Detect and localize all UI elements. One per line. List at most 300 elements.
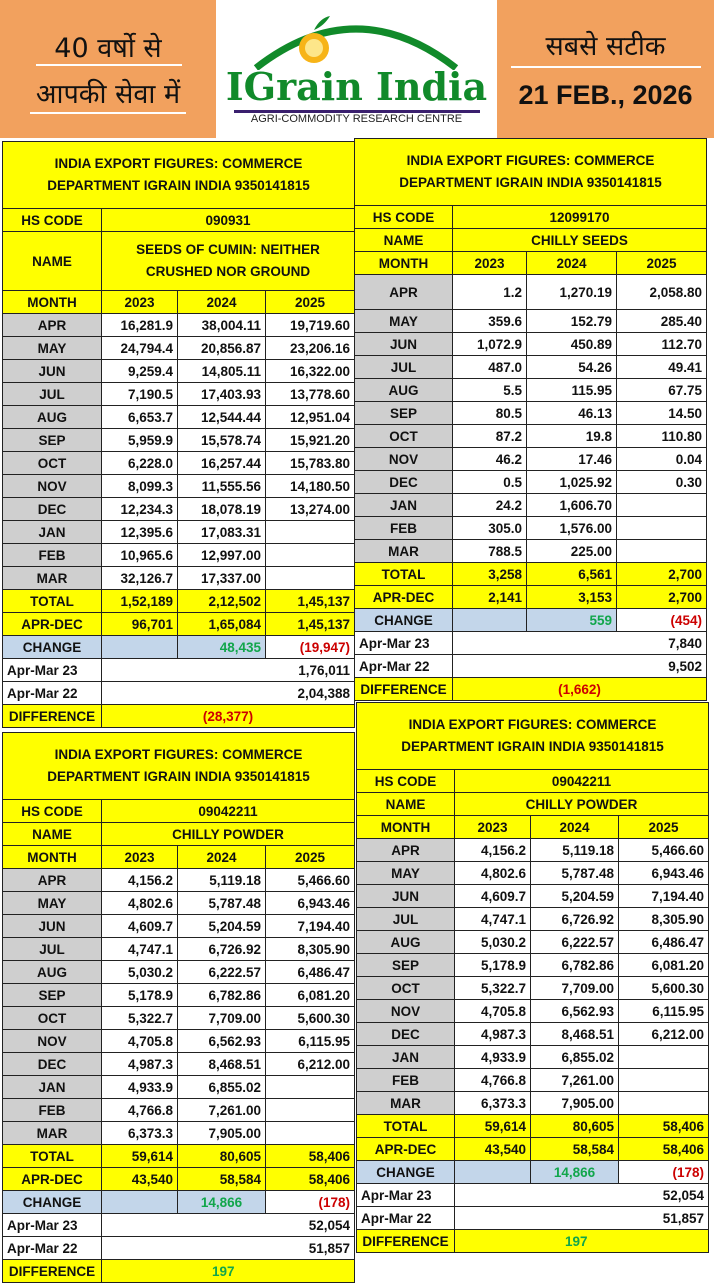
- month-value-2024: 225.00: [527, 540, 617, 563]
- month-value-2023: 4,766.8: [455, 1069, 531, 1092]
- month-value-2024: 5,204.59: [178, 915, 266, 938]
- month-row: [3, 1099, 355, 1122]
- month-value-2025: 285.40: [617, 310, 707, 333]
- difference-label: DIFFERENCE: [357, 1230, 455, 1253]
- month-name: MAR: [357, 1092, 455, 1115]
- month-value-2025: 8,305.90: [266, 938, 355, 961]
- month-value-2024: 12,997.00: [178, 544, 266, 567]
- month-label: MONTH: [355, 252, 453, 275]
- difference-value: 197: [455, 1230, 709, 1253]
- change-label: CHANGE: [355, 609, 453, 632]
- total-value: 1,52,189: [102, 590, 178, 613]
- difference-value: (1,662): [453, 678, 707, 701]
- month-value-2023: 46.2: [453, 448, 527, 471]
- commodity-name: CHILLY POWDER: [455, 793, 709, 816]
- month-name: FEB: [3, 544, 102, 567]
- month-value-2024: 19.8: [527, 425, 617, 448]
- apr-mar-23-label: Apr-Mar 23: [357, 1184, 455, 1207]
- month-value-2023: 4,156.2: [102, 869, 178, 892]
- month-value-2025: 6,486.47: [619, 931, 709, 954]
- month-value-2024: 5,119.18: [178, 869, 266, 892]
- month-value-2023: 305.0: [453, 517, 527, 540]
- month-value-2024: 6,726.92: [531, 908, 619, 931]
- year-header: 2023: [455, 816, 531, 839]
- month-name: JUL: [3, 938, 102, 961]
- apr-mar-22-label: Apr-Mar 22: [357, 1207, 455, 1230]
- month-value-2024: 16,257.44: [178, 452, 266, 475]
- aprdec-value: 2,700: [617, 586, 707, 609]
- month-value-2025: 6,212.00: [266, 1053, 355, 1076]
- month-name: JUL: [355, 356, 453, 379]
- month-value-2025: [266, 567, 355, 590]
- month-value-2025: 16,322.00: [266, 360, 355, 383]
- month-value-2025: 6,081.20: [266, 984, 355, 1007]
- month-name: MAR: [355, 540, 453, 563]
- month-value-2023: 12,234.3: [102, 498, 178, 521]
- month-value-2024: 1,025.92: [527, 471, 617, 494]
- month-value-2025: 15,783.80: [266, 452, 355, 475]
- month-value-2025: 0.04: [617, 448, 707, 471]
- month-value-2023: 5,959.9: [102, 429, 178, 452]
- total-value: 2,12,502: [178, 590, 266, 613]
- month-name: NOV: [355, 448, 453, 471]
- month-row: [3, 1030, 355, 1053]
- month-row: [3, 892, 355, 915]
- month-value-2023: 4,987.3: [455, 1023, 531, 1046]
- difference-value: (28,377): [102, 705, 355, 728]
- total-value: 6,561: [527, 563, 617, 586]
- month-name: AUG: [3, 406, 102, 429]
- month-name: SEP: [3, 984, 102, 1007]
- aprdec-value: 3,153: [527, 586, 617, 609]
- month-value-2025: [619, 1092, 709, 1115]
- hs-code-label: HS CODE: [357, 770, 455, 793]
- month-value-2023: 0.5: [453, 471, 527, 494]
- month-name: APR: [3, 314, 102, 337]
- apr-mar-23-label: Apr-Mar 23: [3, 659, 102, 682]
- month-row: [355, 448, 707, 471]
- month-value-2023: 5,030.2: [102, 961, 178, 984]
- export-table-chilly-powder-left: [2, 732, 355, 1283]
- commodity-name: SEEDS OF CUMIN: NEITHER CRUSHED NOR GROUND: [102, 232, 355, 291]
- month-value-2025: 15,921.20: [266, 429, 355, 452]
- month-name: FEB: [355, 517, 453, 540]
- month-value-2024: 6,222.57: [531, 931, 619, 954]
- month-value-2024: 7,709.00: [178, 1007, 266, 1030]
- month-value-2024: 54.26: [527, 356, 617, 379]
- month-row: [3, 984, 355, 1007]
- month-value-2024: 5,787.48: [531, 862, 619, 885]
- month-value-2023: 788.5: [453, 540, 527, 563]
- month-label: MONTH: [3, 846, 102, 869]
- month-value-2025: 5,466.60: [619, 839, 709, 862]
- month-row: [3, 406, 355, 429]
- month-value-2023: 4,609.7: [455, 885, 531, 908]
- month-value-2024: 6,855.02: [531, 1046, 619, 1069]
- month-value-2024: 6,222.57: [178, 961, 266, 984]
- aprdec-value: 58,406: [266, 1168, 355, 1191]
- month-row: [3, 498, 355, 521]
- month-value-2024: 450.89: [527, 333, 617, 356]
- year-header: 2024: [527, 252, 617, 275]
- month-value-2023: 8,099.3: [102, 475, 178, 498]
- month-row: [355, 517, 707, 540]
- month-value-2023: 6,373.3: [455, 1092, 531, 1115]
- month-value-2025: 8,305.90: [619, 908, 709, 931]
- month-row: [3, 383, 355, 406]
- month-value-2023: 4,747.1: [102, 938, 178, 961]
- month-value-2025: 2,058.80: [617, 275, 707, 310]
- year-header: 2023: [102, 846, 178, 869]
- month-value-2024: 20,856.87: [178, 337, 266, 360]
- hs-code-label: HS CODE: [355, 206, 453, 229]
- header-tagline-line1: 40 वर्षो से: [54, 33, 162, 64]
- month-value-2023: 24,794.4: [102, 337, 178, 360]
- apr-mar-22-value: 51,857: [102, 1237, 355, 1260]
- month-value-2023: 16,281.9: [102, 314, 178, 337]
- month-row: [3, 452, 355, 475]
- month-row: [357, 1000, 709, 1023]
- apr-mar-22-value: 9,502: [453, 655, 707, 678]
- month-value-2024: 5,119.18: [531, 839, 619, 862]
- month-value-2025: [617, 540, 707, 563]
- month-value-2024: 6,562.93: [531, 1000, 619, 1023]
- table-title: INDIA EXPORT FIGURES: COMMERCE DEPARTMENT IGRAIN INDIA 9350141815: [355, 139, 707, 206]
- month-value-2023: 1,072.9: [453, 333, 527, 356]
- header-right-panel: [497, 0, 714, 138]
- header-date: 21 FEB., 2026: [518, 80, 693, 110]
- commodity-name: CHILLY SEEDS: [453, 229, 707, 252]
- month-row: [357, 1092, 709, 1115]
- month-value-2025: [266, 1099, 355, 1122]
- year-header: 2024: [178, 846, 266, 869]
- year-header: 2025: [617, 252, 707, 275]
- month-value-2024: 12,544.44: [178, 406, 266, 429]
- month-row: [355, 425, 707, 448]
- month-value-2023: 7,190.5: [102, 383, 178, 406]
- month-value-2023: 4,802.6: [455, 862, 531, 885]
- month-row: [3, 567, 355, 590]
- month-value-2023: 487.0: [453, 356, 527, 379]
- month-row: [3, 1122, 355, 1145]
- month-value-2024: 11,555.56: [178, 475, 266, 498]
- month-value-2025: [266, 1122, 355, 1145]
- change-value: 14,866: [531, 1161, 619, 1184]
- month-row: [357, 862, 709, 885]
- month-row: [357, 977, 709, 1000]
- month-name: JAN: [3, 1076, 102, 1099]
- month-value-2025: 14,180.50: [266, 475, 355, 498]
- month-name: DEC: [355, 471, 453, 494]
- month-row: [3, 1076, 355, 1099]
- change-value: (178): [619, 1161, 709, 1184]
- month-value-2024: 115.95: [527, 379, 617, 402]
- month-row: [355, 402, 707, 425]
- aprdec-value: 58,406: [619, 1138, 709, 1161]
- month-name: FEB: [357, 1069, 455, 1092]
- apr-mar-23-label: Apr-Mar 23: [3, 1214, 102, 1237]
- month-value-2024: 18,078.19: [178, 498, 266, 521]
- month-name: JUN: [3, 915, 102, 938]
- month-value-2025: 7,194.40: [619, 885, 709, 908]
- month-value-2023: 4,766.8: [102, 1099, 178, 1122]
- month-value-2024: 17,337.00: [178, 567, 266, 590]
- month-row: [355, 379, 707, 402]
- total-value: 1,45,137: [266, 590, 355, 613]
- logo-brand-text: IGrain India: [225, 64, 488, 109]
- change-value: [453, 609, 527, 632]
- aprdec-value: 1,65,084: [178, 613, 266, 636]
- apr-mar-23-label: Apr-Mar 23: [355, 632, 453, 655]
- aprdec-value: 2,141: [453, 586, 527, 609]
- change-label: CHANGE: [3, 1191, 102, 1214]
- month-value-2025: 6,486.47: [266, 961, 355, 984]
- month-value-2023: 4,705.8: [455, 1000, 531, 1023]
- month-value-2025: 6,943.46: [619, 862, 709, 885]
- year-header: 2024: [531, 816, 619, 839]
- total-value: 58,406: [619, 1115, 709, 1138]
- hs-code-value: 09042211: [455, 770, 709, 793]
- month-value-2023: 6,228.0: [102, 452, 178, 475]
- month-value-2024: 6,782.86: [178, 984, 266, 1007]
- name-label: NAME: [3, 823, 102, 846]
- month-value-2023: 6,653.7: [102, 406, 178, 429]
- difference-label: DIFFERENCE: [3, 705, 102, 728]
- apr-mar-23-value: 7,840: [453, 632, 707, 655]
- change-value: [455, 1161, 531, 1184]
- difference-label: DIFFERENCE: [355, 678, 453, 701]
- total-value: 80,605: [531, 1115, 619, 1138]
- month-name: MAY: [3, 892, 102, 915]
- month-value-2025: 49.41: [617, 356, 707, 379]
- month-row: [357, 1046, 709, 1069]
- change-value: [102, 636, 178, 659]
- hs-code-label: HS CODE: [3, 800, 102, 823]
- name-label: NAME: [3, 232, 102, 291]
- month-value-2023: 4,747.1: [455, 908, 531, 931]
- month-value-2023: 80.5: [453, 402, 527, 425]
- brand-logo: [216, 0, 497, 138]
- month-value-2024: 5,787.48: [178, 892, 266, 915]
- change-value: 14,866: [178, 1191, 266, 1214]
- month-value-2025: 5,466.60: [266, 869, 355, 892]
- month-value-2025: 112.70: [617, 333, 707, 356]
- month-value-2024: 1,576.00: [527, 517, 617, 540]
- month-name: NOV: [357, 1000, 455, 1023]
- total-label: TOTAL: [3, 590, 102, 613]
- month-row: [3, 314, 355, 337]
- month-value-2024: 17.46: [527, 448, 617, 471]
- month-value-2023: 5,322.7: [455, 977, 531, 1000]
- month-name: JUL: [357, 908, 455, 931]
- month-value-2025: 67.75: [617, 379, 707, 402]
- month-value-2023: 359.6: [453, 310, 527, 333]
- month-row: [3, 544, 355, 567]
- month-value-2023: 10,965.6: [102, 544, 178, 567]
- month-label: MONTH: [3, 291, 102, 314]
- month-name: MAY: [357, 862, 455, 885]
- month-row: [357, 954, 709, 977]
- month-value-2023: 4,933.9: [102, 1076, 178, 1099]
- total-label: TOTAL: [3, 1145, 102, 1168]
- month-row: [3, 915, 355, 938]
- month-value-2025: 23,206.16: [266, 337, 355, 360]
- month-value-2025: [266, 521, 355, 544]
- apr-mar-22-value: 51,857: [455, 1207, 709, 1230]
- month-value-2024: 17,403.93: [178, 383, 266, 406]
- header-accuracy-text: सबसे सटीक: [545, 31, 666, 62]
- month-value-2025: [617, 494, 707, 517]
- change-value: (178): [266, 1191, 355, 1214]
- month-row: [3, 337, 355, 360]
- month-value-2025: [266, 1076, 355, 1099]
- month-value-2024: 7,905.00: [178, 1122, 266, 1145]
- hs-code-value: 12099170: [453, 206, 707, 229]
- month-name: JUN: [355, 333, 453, 356]
- month-row: [355, 494, 707, 517]
- month-row: [355, 471, 707, 494]
- apr-mar-22-label: Apr-Mar 22: [3, 682, 102, 705]
- name-label: NAME: [355, 229, 453, 252]
- month-name: APR: [3, 869, 102, 892]
- month-name: JAN: [355, 494, 453, 517]
- logo-tagline: AGRI-COMMODITY RESEARCH CENTRE: [250, 113, 463, 125]
- year-header: 2025: [266, 846, 355, 869]
- month-value-2025: 13,274.00: [266, 498, 355, 521]
- month-row: [355, 333, 707, 356]
- month-value-2023: 5,322.7: [102, 1007, 178, 1030]
- month-value-2025: 5,600.30: [619, 977, 709, 1000]
- total-value: 59,614: [102, 1145, 178, 1168]
- year-header: 2025: [619, 816, 709, 839]
- table-title: INDIA EXPORT FIGURES: COMMERCE DEPARTMENT IGRAIN INDIA 9350141815: [3, 733, 355, 800]
- month-value-2025: 7,194.40: [266, 915, 355, 938]
- month-name: JUN: [357, 885, 455, 908]
- month-value-2023: 5,178.9: [102, 984, 178, 1007]
- month-value-2024: 7,709.00: [531, 977, 619, 1000]
- month-name: OCT: [3, 452, 102, 475]
- hs-code-value: 090931: [102, 209, 355, 232]
- month-value-2023: 1.2: [453, 275, 527, 310]
- total-value: 3,258: [453, 563, 527, 586]
- month-row: [3, 475, 355, 498]
- month-value-2024: 1,270.19: [527, 275, 617, 310]
- month-name: SEP: [357, 954, 455, 977]
- month-name: JUL: [3, 383, 102, 406]
- month-row: [357, 885, 709, 908]
- month-value-2025: [266, 544, 355, 567]
- export-table-chilly-powder-right: [356, 702, 709, 1253]
- change-value: [102, 1191, 178, 1214]
- month-name: AUG: [357, 931, 455, 954]
- aprdec-value: 43,540: [455, 1138, 531, 1161]
- month-name: APR: [357, 839, 455, 862]
- year-header: 2024: [178, 291, 266, 314]
- month-value-2025: 13,778.60: [266, 383, 355, 406]
- table-title: INDIA EXPORT FIGURES: COMMERCE DEPARTMENT IGRAIN INDIA 9350141815: [3, 142, 355, 209]
- month-value-2025: 6,115.95: [266, 1030, 355, 1053]
- table-title: INDIA EXPORT FIGURES: COMMERCE DEPARTMENT IGRAIN INDIA 9350141815: [357, 703, 709, 770]
- header-left-panel: [0, 0, 216, 138]
- month-value-2025: [617, 517, 707, 540]
- month-value-2025: 19,719.60: [266, 314, 355, 337]
- month-name: MAR: [3, 1122, 102, 1145]
- month-value-2023: 4,802.6: [102, 892, 178, 915]
- month-name: MAY: [3, 337, 102, 360]
- commodity-name: CHILLY POWDER: [102, 823, 355, 846]
- month-value-2024: 46.13: [527, 402, 617, 425]
- change-value: (19,947): [266, 636, 355, 659]
- month-row: [3, 360, 355, 383]
- change-value: 48,435: [178, 636, 266, 659]
- month-name: OCT: [3, 1007, 102, 1030]
- month-row: [357, 1023, 709, 1046]
- month-name: MAR: [3, 567, 102, 590]
- month-value-2023: 5.5: [453, 379, 527, 402]
- month-name: NOV: [3, 1030, 102, 1053]
- month-row: [357, 908, 709, 931]
- month-name: AUG: [355, 379, 453, 402]
- month-value-2024: 8,468.51: [178, 1053, 266, 1076]
- total-value: 58,406: [266, 1145, 355, 1168]
- month-value-2023: 24.2: [453, 494, 527, 517]
- month-value-2025: 6,212.00: [619, 1023, 709, 1046]
- apr-mar-23-value: 52,054: [102, 1214, 355, 1237]
- month-value-2024: 1,606.70: [527, 494, 617, 517]
- month-value-2025: 14.50: [617, 402, 707, 425]
- month-row: [357, 1069, 709, 1092]
- month-name: DEC: [357, 1023, 455, 1046]
- aprdec-label: APR-DEC: [3, 613, 102, 636]
- year-header: 2023: [102, 291, 178, 314]
- month-row: [3, 429, 355, 452]
- month-value-2023: 4,705.8: [102, 1030, 178, 1053]
- month-value-2024: 7,905.00: [531, 1092, 619, 1115]
- month-name: SEP: [355, 402, 453, 425]
- difference-label: DIFFERENCE: [3, 1260, 102, 1283]
- total-value: 80,605: [178, 1145, 266, 1168]
- month-value-2025: 6,115.95: [619, 1000, 709, 1023]
- month-name: JAN: [3, 521, 102, 544]
- hs-code-value: 09042211: [102, 800, 355, 823]
- month-value-2024: 6,726.92: [178, 938, 266, 961]
- export-table-cumin: [2, 141, 355, 728]
- month-value-2024: 14,805.11: [178, 360, 266, 383]
- year-header: 2025: [266, 291, 355, 314]
- month-row: [3, 961, 355, 984]
- month-value-2023: 5,178.9: [455, 954, 531, 977]
- aprdec-value: 58,584: [531, 1138, 619, 1161]
- month-value-2024: 15,578.74: [178, 429, 266, 452]
- month-value-2023: 32,126.7: [102, 567, 178, 590]
- header-tagline-line2: आपकी सेवा में: [35, 79, 181, 110]
- month-value-2024: 38,004.11: [178, 314, 266, 337]
- month-value-2024: 152.79: [527, 310, 617, 333]
- month-name: JUN: [3, 360, 102, 383]
- month-row: [355, 356, 707, 379]
- hs-code-label: HS CODE: [3, 209, 102, 232]
- change-value: (454): [617, 609, 707, 632]
- month-value-2023: 4,987.3: [102, 1053, 178, 1076]
- apr-mar-23-value: 1,76,011: [102, 659, 355, 682]
- month-value-2023: 4,933.9: [455, 1046, 531, 1069]
- aprdec-label: APR-DEC: [355, 586, 453, 609]
- month-value-2024: 6,782.86: [531, 954, 619, 977]
- month-name: NOV: [3, 475, 102, 498]
- month-label: MONTH: [357, 816, 455, 839]
- month-row: [3, 521, 355, 544]
- month-value-2024: 7,261.00: [531, 1069, 619, 1092]
